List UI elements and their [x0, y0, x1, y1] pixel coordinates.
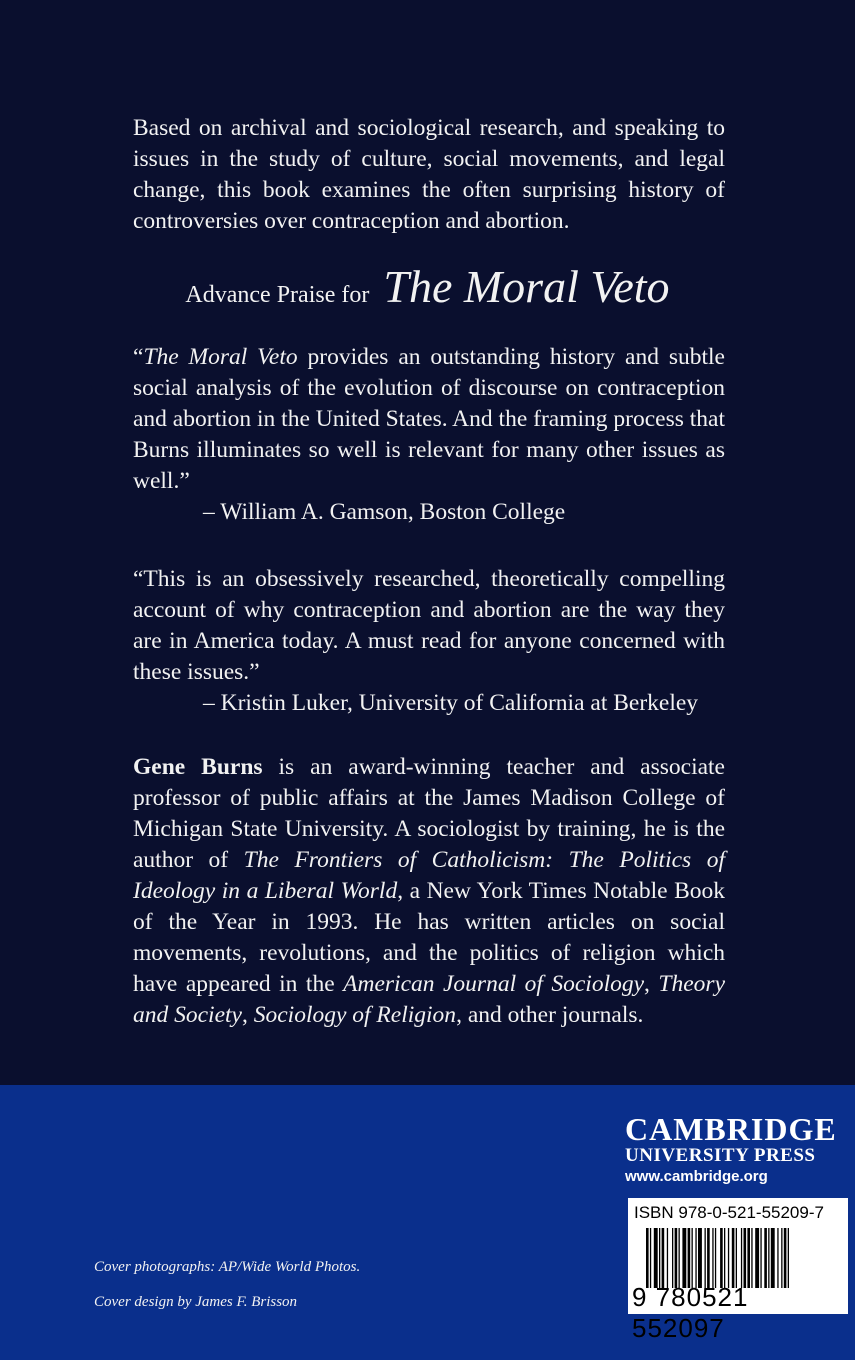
quote-text: provides an outstanding history and subtle social analysis of the evolution of discourse on contraception and abortion in the United States. And the framing process that Burns illuminates so well is relevant for many other issues as well.” — [133, 344, 725, 494]
quote-text: “This is an obsessively researched, theoretically compelling account of why contraception and abortion are the way they are in America today. A must read for anyone concerned with these issues.” — [133, 566, 725, 685]
intro-paragraph: Based on archival and sociological research, and speaking to issues in the study of culture, social movements, and legal change, this book examines the often surprising history of controversies over contraception and abortion. — [133, 115, 725, 234]
quote-open-mark: “ — [133, 344, 144, 370]
publisher-logo — [625, 1113, 851, 1187]
quote-gamson — [133, 342, 725, 528]
bio-text-3: , and other journals. — [456, 1002, 644, 1028]
praise-book-title: The Moral Veto — [383, 261, 670, 312]
design-credit: Cover design by James F. Brisson — [94, 1294, 298, 1310]
barcode-digits: 9 780521 552097 — [632, 1282, 749, 1343]
publisher-name: CAMBRIDGE — [625, 1111, 837, 1147]
praise-heading — [0, 260, 855, 313]
bio-separator: , — [241, 1002, 254, 1028]
publisher-url: www.cambridge.org — [625, 1168, 768, 1185]
publisher-subtitle: UNIVERSITY PRESS — [625, 1145, 816, 1166]
isbn-label: ISBN 978-0-521-55209-7 — [634, 1203, 824, 1222]
praise-prefix: Advance Praise for — [185, 282, 370, 308]
bio-text-2: , a New York Times Notable Book of the Year in 1993. He has written articles on social movements, revolutions, and the politics of religion which have appeared in the — [133, 878, 725, 997]
cover-credits — [94, 1250, 360, 1320]
quote-book-title: The Moral Veto — [143, 344, 298, 370]
photo-credit: Cover photographs: AP/Wide World Photos. — [94, 1259, 361, 1275]
bio-text-1: is an award-winning teacher and associate professor of public affairs at the James Madison College of Michigan State University. A sociologist by training, he is the author of — [133, 754, 725, 873]
quote-attribution: – Kristin Luker, University of California at Berkeley — [203, 690, 699, 716]
bio-book-title: The Frontiers of Catholicism: The Politics of Ideology in a Liberal World — [133, 847, 725, 904]
quote-luker — [133, 564, 725, 719]
bio-journal-3: Sociology of Religion — [253, 1002, 457, 1028]
barcode-icon — [646, 1228, 842, 1288]
bio-separator: , — [644, 971, 659, 997]
quote-attribution: – William A. Gamson, Boston College — [203, 499, 566, 525]
bio-journal-2: Theory and Society — [133, 971, 725, 1028]
author-bio — [133, 752, 725, 1031]
author-name: Gene Burns — [133, 754, 263, 780]
barcode-panel — [628, 1198, 848, 1343]
bio-journal-1: American Journal of Sociology — [343, 971, 645, 997]
